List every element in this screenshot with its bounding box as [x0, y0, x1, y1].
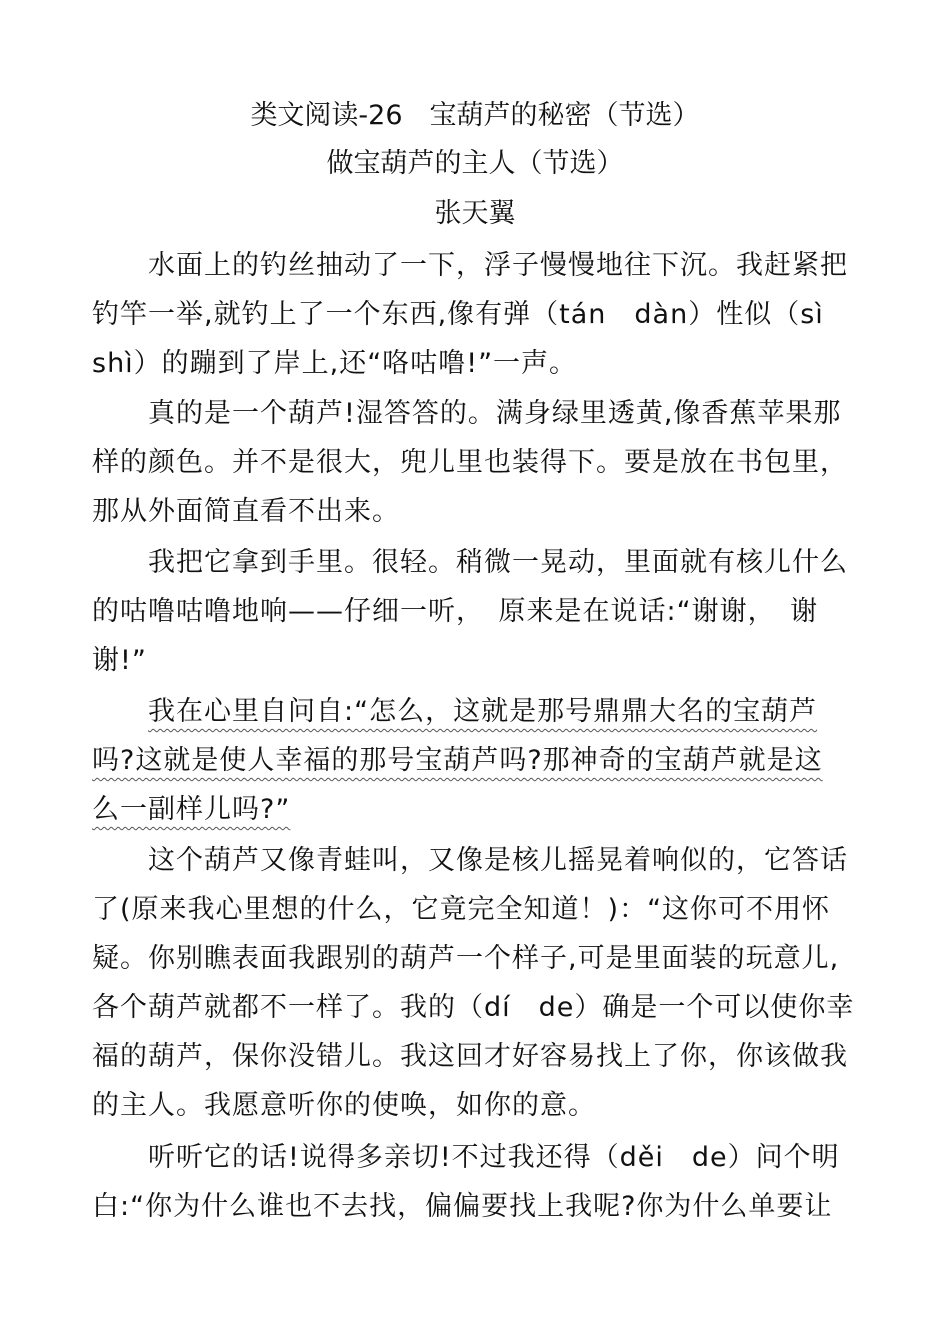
- text-line: 白:“你为什么谁也不去找，偏偏要找上我呢?你为什么单要让: [92, 1191, 833, 1222]
- text-line: 的咕噜咕噜地响——仔细一听， 原来是在说话:“谢谢， 谢: [92, 596, 819, 627]
- text-line: 真的是一个葫芦!湿答答的。满身绿里透黄,像香蕉苹果那: [148, 398, 842, 429]
- text-line: 疑。你别瞧表面我跟别的葫芦一个样子,可是里面装的玩意儿,: [92, 943, 840, 974]
- text-line: 这个葫芦又像青蛙叫，又像是核儿摇晃着响似的，它答话: [148, 845, 848, 876]
- underlined-line: [148, 694, 860, 730]
- underlined-text: 吗?这就是使人幸福的那号宝葫芦吗?那神奇的宝葫芦就是这: [92, 745, 823, 776]
- underlined-text: 我在心里自问自:“怎么，这就是那号鼎鼎大名的宝葫芦: [148, 696, 818, 727]
- text-line: 样的颜色。并不是很大，兜儿里也装得下。要是放在书包里，: [92, 447, 848, 478]
- text-line: 听听它的话!说得多亲切!不过我还得（děi de）问个明: [148, 1142, 840, 1173]
- underlined-line: [92, 743, 860, 779]
- underlined-line: [92, 792, 860, 828]
- text-line: shì）的蹦到了岸上,还“咯咕噜!”一声。: [92, 348, 578, 379]
- text-line: 各个葫芦就都不一样了。我的（dí de）确是一个可以使你幸: [92, 992, 855, 1023]
- text-line: 我把它拿到手里。很轻。稍微一晃动，里面就有核儿什么: [148, 547, 848, 578]
- text-line: 钓竿一举,就钓上了一个东西,像有弹（tán dàn）性似（sì: [92, 299, 824, 330]
- author-name: 张天翼: [434, 198, 516, 229]
- text-line: 那从外面简直看不出来。: [92, 496, 400, 527]
- underlined-text: 么一副样儿吗?”: [92, 794, 291, 825]
- text-line: 的主人。我愿意听你的使唤，如你的意。: [92, 1090, 596, 1121]
- text-line: 谢!”: [92, 645, 147, 676]
- document-subtitle: 做宝葫芦的主人（节选）: [326, 148, 624, 179]
- text-line: 福的葫芦，保你没错儿。我这回才好容易找上了你，你该做我: [92, 1041, 848, 1072]
- text-line: 了(原来我心里想的什么，它竟完全知道！)：“这你可不用怀: [92, 894, 831, 925]
- document-title: 类文阅读-26 宝葫芦的秘密（节选）: [250, 100, 700, 131]
- text-line: 水面上的钓丝抽动了一下，浮子慢慢地往下沉。我赶紧把: [148, 250, 848, 281]
